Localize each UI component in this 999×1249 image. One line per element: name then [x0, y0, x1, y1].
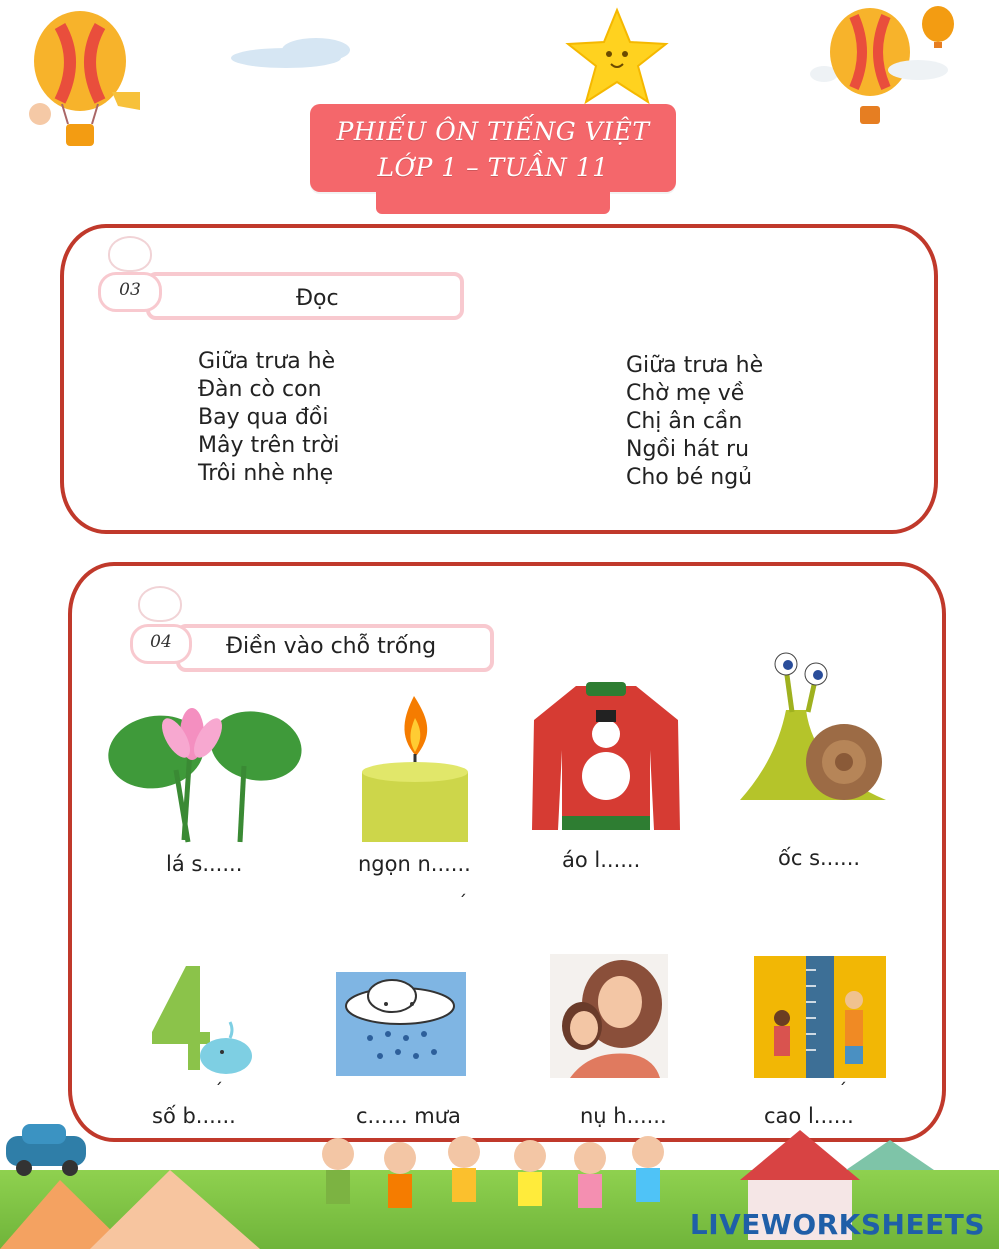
poem-right-line: Chờ mẹ về — [626, 381, 745, 406]
mother-kiss-icon — [550, 954, 668, 1078]
poem-left-line: Đàn cò con — [198, 377, 322, 402]
poem-left-line: Bay qua đồi — [198, 405, 329, 430]
poem-right-line: Cho bé ngủ — [626, 465, 753, 490]
hot-air-balloon-right-icon — [806, 2, 962, 132]
bunny-icon — [108, 236, 152, 272]
accent-mark: ´ — [458, 892, 467, 913]
caption-so-bon: số b...... — [152, 1104, 236, 1128]
snail-icon — [736, 650, 896, 822]
star-face-icon — [562, 6, 672, 106]
liveworksheets-logo[interactable]: LIVEWORKSHEETS — [689, 1208, 985, 1241]
section-number-04: 04 — [130, 624, 192, 664]
poem-left-line: Trôi nhè nhẹ — [198, 461, 334, 486]
worksheet-title-line1: PHIẾU ÔN TIẾNG VIỆT — [336, 117, 650, 146]
poem-right — [626, 352, 763, 492]
caption-ngon-nen: ngọn n...... — [358, 852, 471, 876]
cloud-top-icon — [226, 36, 396, 70]
reading-section-title: Đọc — [296, 286, 339, 311]
hot-air-balloon-left-icon — [22, 6, 142, 156]
poem-left-line: Mây trên trời — [198, 433, 340, 458]
accent-mark: ´ — [838, 1080, 847, 1101]
caption-oc-sen: ốc s...... — [778, 846, 861, 870]
caption-con-mua: c...... mưa — [356, 1104, 461, 1128]
rain-cloud-icon — [336, 972, 466, 1076]
worksheet-title — [310, 114, 676, 186]
sweater-icon — [528, 680, 684, 838]
number-four-whale-icon — [150, 962, 254, 1078]
height-chart-icon — [754, 956, 886, 1078]
fill-blank-section-title: Điền vào chỗ trống — [226, 634, 437, 659]
reading-section-frame — [60, 224, 938, 534]
poem-left — [198, 348, 339, 488]
section-number-03: 03 — [98, 272, 162, 312]
caption-nu-hon: nụ h...... — [580, 1104, 667, 1128]
poem-right-line: Chị ân cần — [626, 409, 743, 434]
candle-icon — [358, 694, 472, 844]
caption-la-sen: lá s...... — [166, 852, 243, 876]
bunny-icon — [138, 586, 182, 622]
caption-cao-lon: cao l...... — [764, 1104, 854, 1128]
poem-right-line: Giữa trưa hè — [626, 353, 764, 378]
accent-mark: ´ — [214, 1080, 223, 1101]
poem-left-line: Giữa trưa hè — [198, 349, 336, 374]
worksheet-title-line2: LỚP 1 – TUẦN 11 — [377, 153, 609, 182]
lotus-icon — [106, 690, 302, 846]
caption-ao-len: áo l...... — [562, 848, 641, 872]
poem-right-line: Ngồi hát ru — [626, 437, 750, 462]
